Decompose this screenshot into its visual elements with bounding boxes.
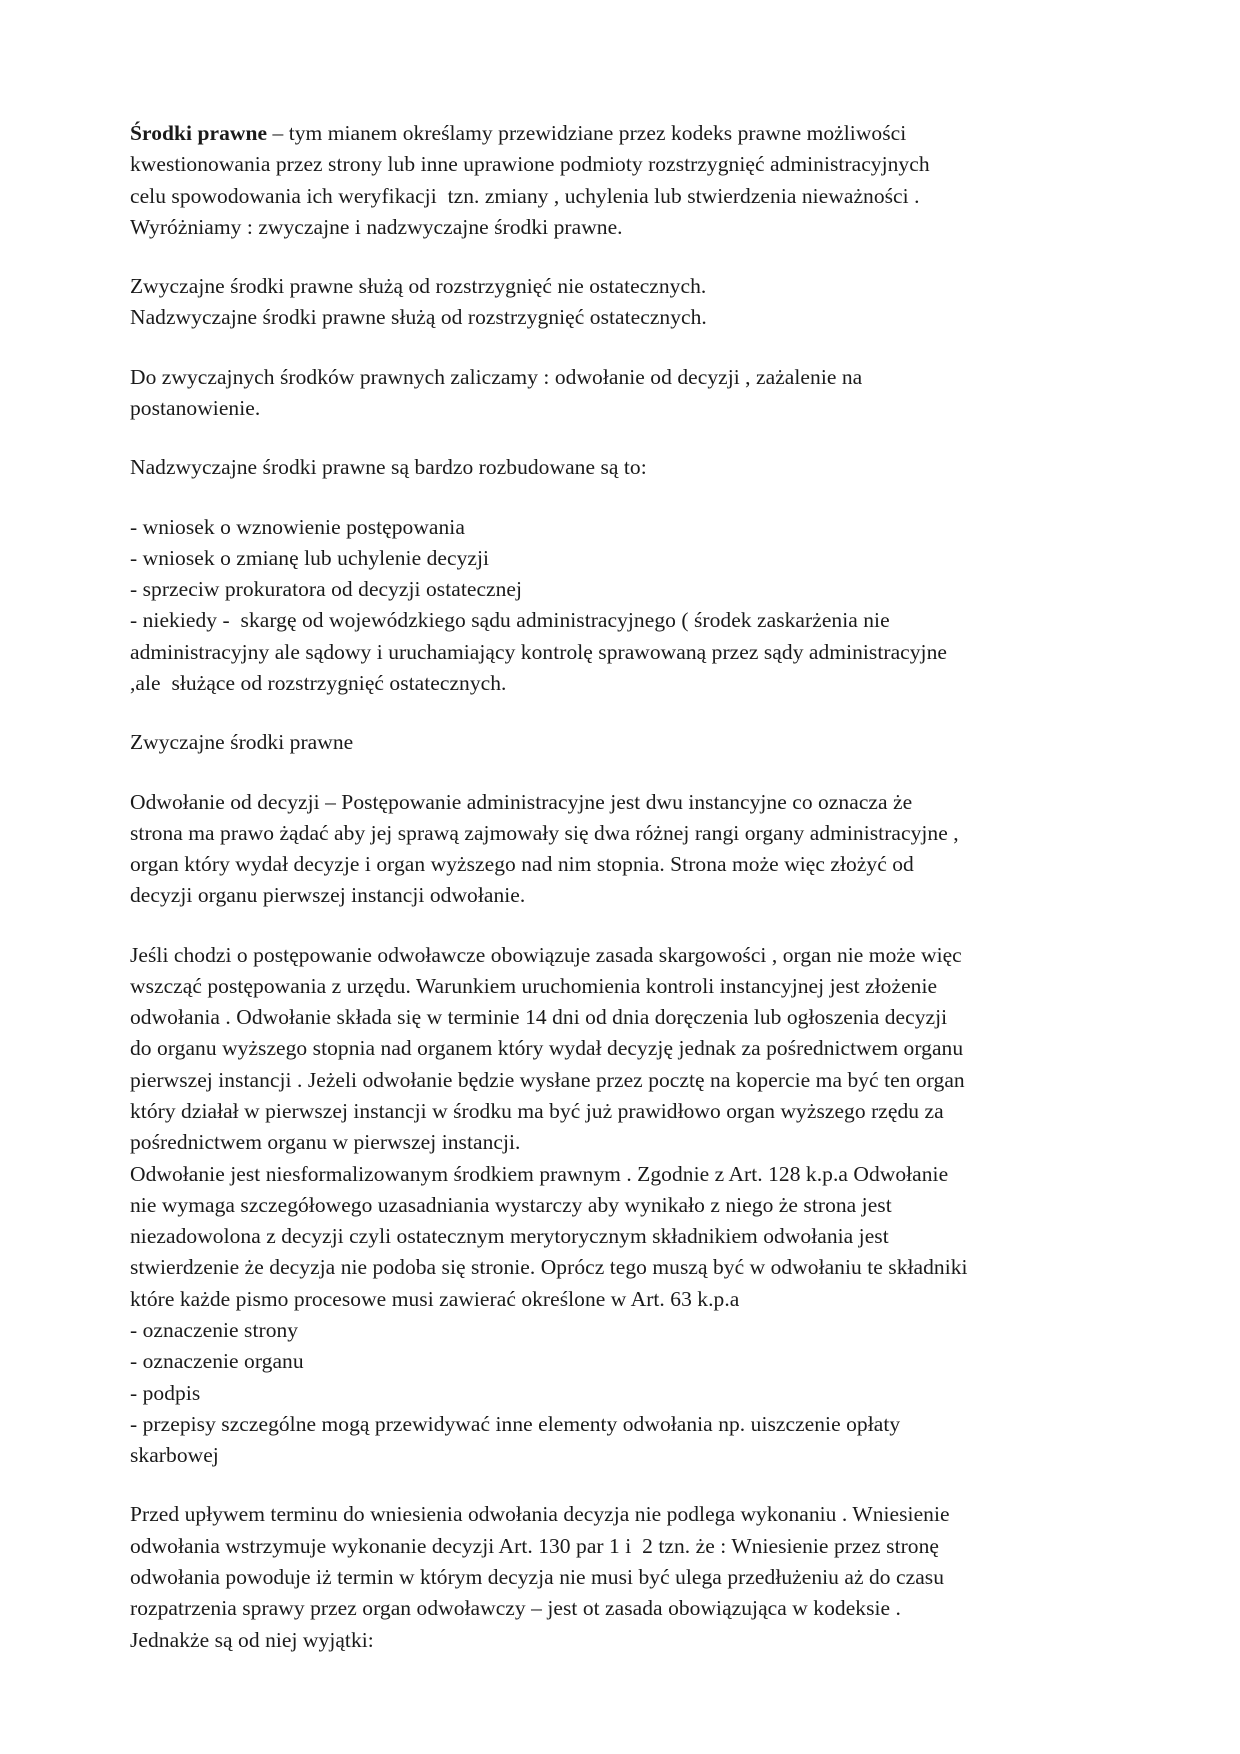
paragraph-gap xyxy=(130,1471,970,1499)
ordinary-measures-line: Zwyczajne środki prawne służą od rozstrzygnięć nie ostatecznych. xyxy=(130,274,707,299)
paragraph-gap xyxy=(130,243,970,271)
appeal-paragraph-1: Odwołanie od decyzji – Postępowanie administracyjne jest dwu instancyjne co oznacza że strona ma prawo żądać aby jej sprawą zajmowały się dwa różnej rangi organy administracyjne , organ który wydał decyzje i organ wyższego nad nim stopnia. Strona może więc złożyć od decyzji organu pierwszej instancji odwołanie. xyxy=(130,789,965,908)
extraordinary-measures-line: Nadzwyczajne środki prawne służą od rozstrzygnięć ostatecznych. xyxy=(130,305,707,330)
ordinary-list-intro: Do zwyczajnych środków prawnych zaliczamy : odwołanie od decyzji , zażalenie na postanowienie. xyxy=(130,364,868,420)
paragraph-gap xyxy=(130,484,970,512)
paragraph-gap xyxy=(130,334,970,362)
paragraph-gap xyxy=(130,759,970,787)
paragraph-gap xyxy=(130,912,970,940)
appeal-paragraph-2: Jeśli chodzi o postępowanie odwoławcze obowiązuje zasada skargowości , organ nie może więc wszcząć postępowania z urzędu. Warunkiem uruchomienia kontroli instancyjnej jest złożenie odwołania . Odwołanie składa się w terminie 14 dni od dnia doręczenia lub ogłoszenia decyzji do organu wyższego stopnia nad organem który wydał decyzję jednak za pośrednictwem organu pierwszej instancji . Jeżeli odwołanie będzie wysłane przez pocztę na kopercie ma być ten organ który działał w pierwszej instancji w środku ma być już prawidłowo organ wyższego rzędu za pośrednictwem organu w pierwszej instancji. xyxy=(130,942,971,1155)
appeal-paragraph-3: Odwołanie jest niesformalizowanym środkiem prawnym . Zgodnie z Art. 128 k.p.a Odwołanie nie wymaga szczegółowego uzasadniania wystarczy aby wynikało z niego że strona jest niezadowolona z decyzji czyli ostatecznym merytorycznym składnikiem odwołania jest stwierdzenie że decyzja nie podoba się stronie. Oprócz tego muszą być w odwołaniu te składniki które każde pismo procesowe musi zawierać określone w Art. 63 k.p.a xyxy=(130,1161,973,1311)
section-heading-ordinary-measures: Zwyczajne środki prawne xyxy=(130,730,354,755)
intro-definition: – tym mianem określamy przewidziane przez kodeks prawne możliwości kwestionowania przez strony lub inne uprawione podmioty rozstrzygnięć administracyjnych celu spowodowania ich weryfikacji tzn. zmiany , uchylenia lub stwierdzenia nieważności . Wyróżniamy : zwyczajne i nadzwyczajne środki prawne. xyxy=(130,121,936,239)
extraordinary-item-1: - wniosek o wznowienie postępowania xyxy=(130,514,465,539)
lead-term: Środki prawne xyxy=(130,121,268,145)
extraordinary-intro: Nadzwyczajne środki prawne są bardzo rozbudowane są to: xyxy=(130,455,647,480)
appeal-component-3: - podpis xyxy=(130,1380,201,1405)
suspension-paragraph: Przed upływem terminu do wniesienia odwołania decyzja nie podlega wykonaniu . Wniesienie odwołania wstrzymuje wykonanie decyzji Art. 130 par 1 i 2 tzn. że : Wniesienie przez stronę odwołania powoduje iż termin w którym decyzja nie musi być ulega przedłużeniu aż do czasu rozpatrzenia sprawy przez organ odwoławczy – jest ot zasada obowiązująca w kodeksie . Jednakże są od niej wyjątki: xyxy=(130,1502,956,1652)
intro-paragraph xyxy=(130,118,970,243)
appeal-component-1: - oznaczenie strony xyxy=(130,1318,299,1342)
extraordinary-item-3: - sprzeciw prokuratora od decyzji ostatecznej xyxy=(130,577,523,602)
extraordinary-item-4: - niekiedy - skargę od wojewódzkiego sądu administracyjnego ( środek zaskarżenia nie administracyjny ale sądowy i uruchamiający kontrolę sprawowaną przez sądy administracyjne ,ale służące od rozstrzygnięć ostatecznych. xyxy=(130,608,953,695)
paragraph-gap xyxy=(130,424,970,452)
appeal-component-4: - przepisy szczególne mogą przewidywać inne elementy odwołania np. uiszczenie opłaty skarbowej xyxy=(130,1411,906,1468)
extraordinary-item-2: - wniosek o zmianę lub uchylenie decyzji xyxy=(130,545,490,570)
paragraph-gap xyxy=(130,699,970,727)
document-body xyxy=(130,118,973,1656)
appeal-component-2: - oznaczenie organu xyxy=(130,1349,304,1374)
